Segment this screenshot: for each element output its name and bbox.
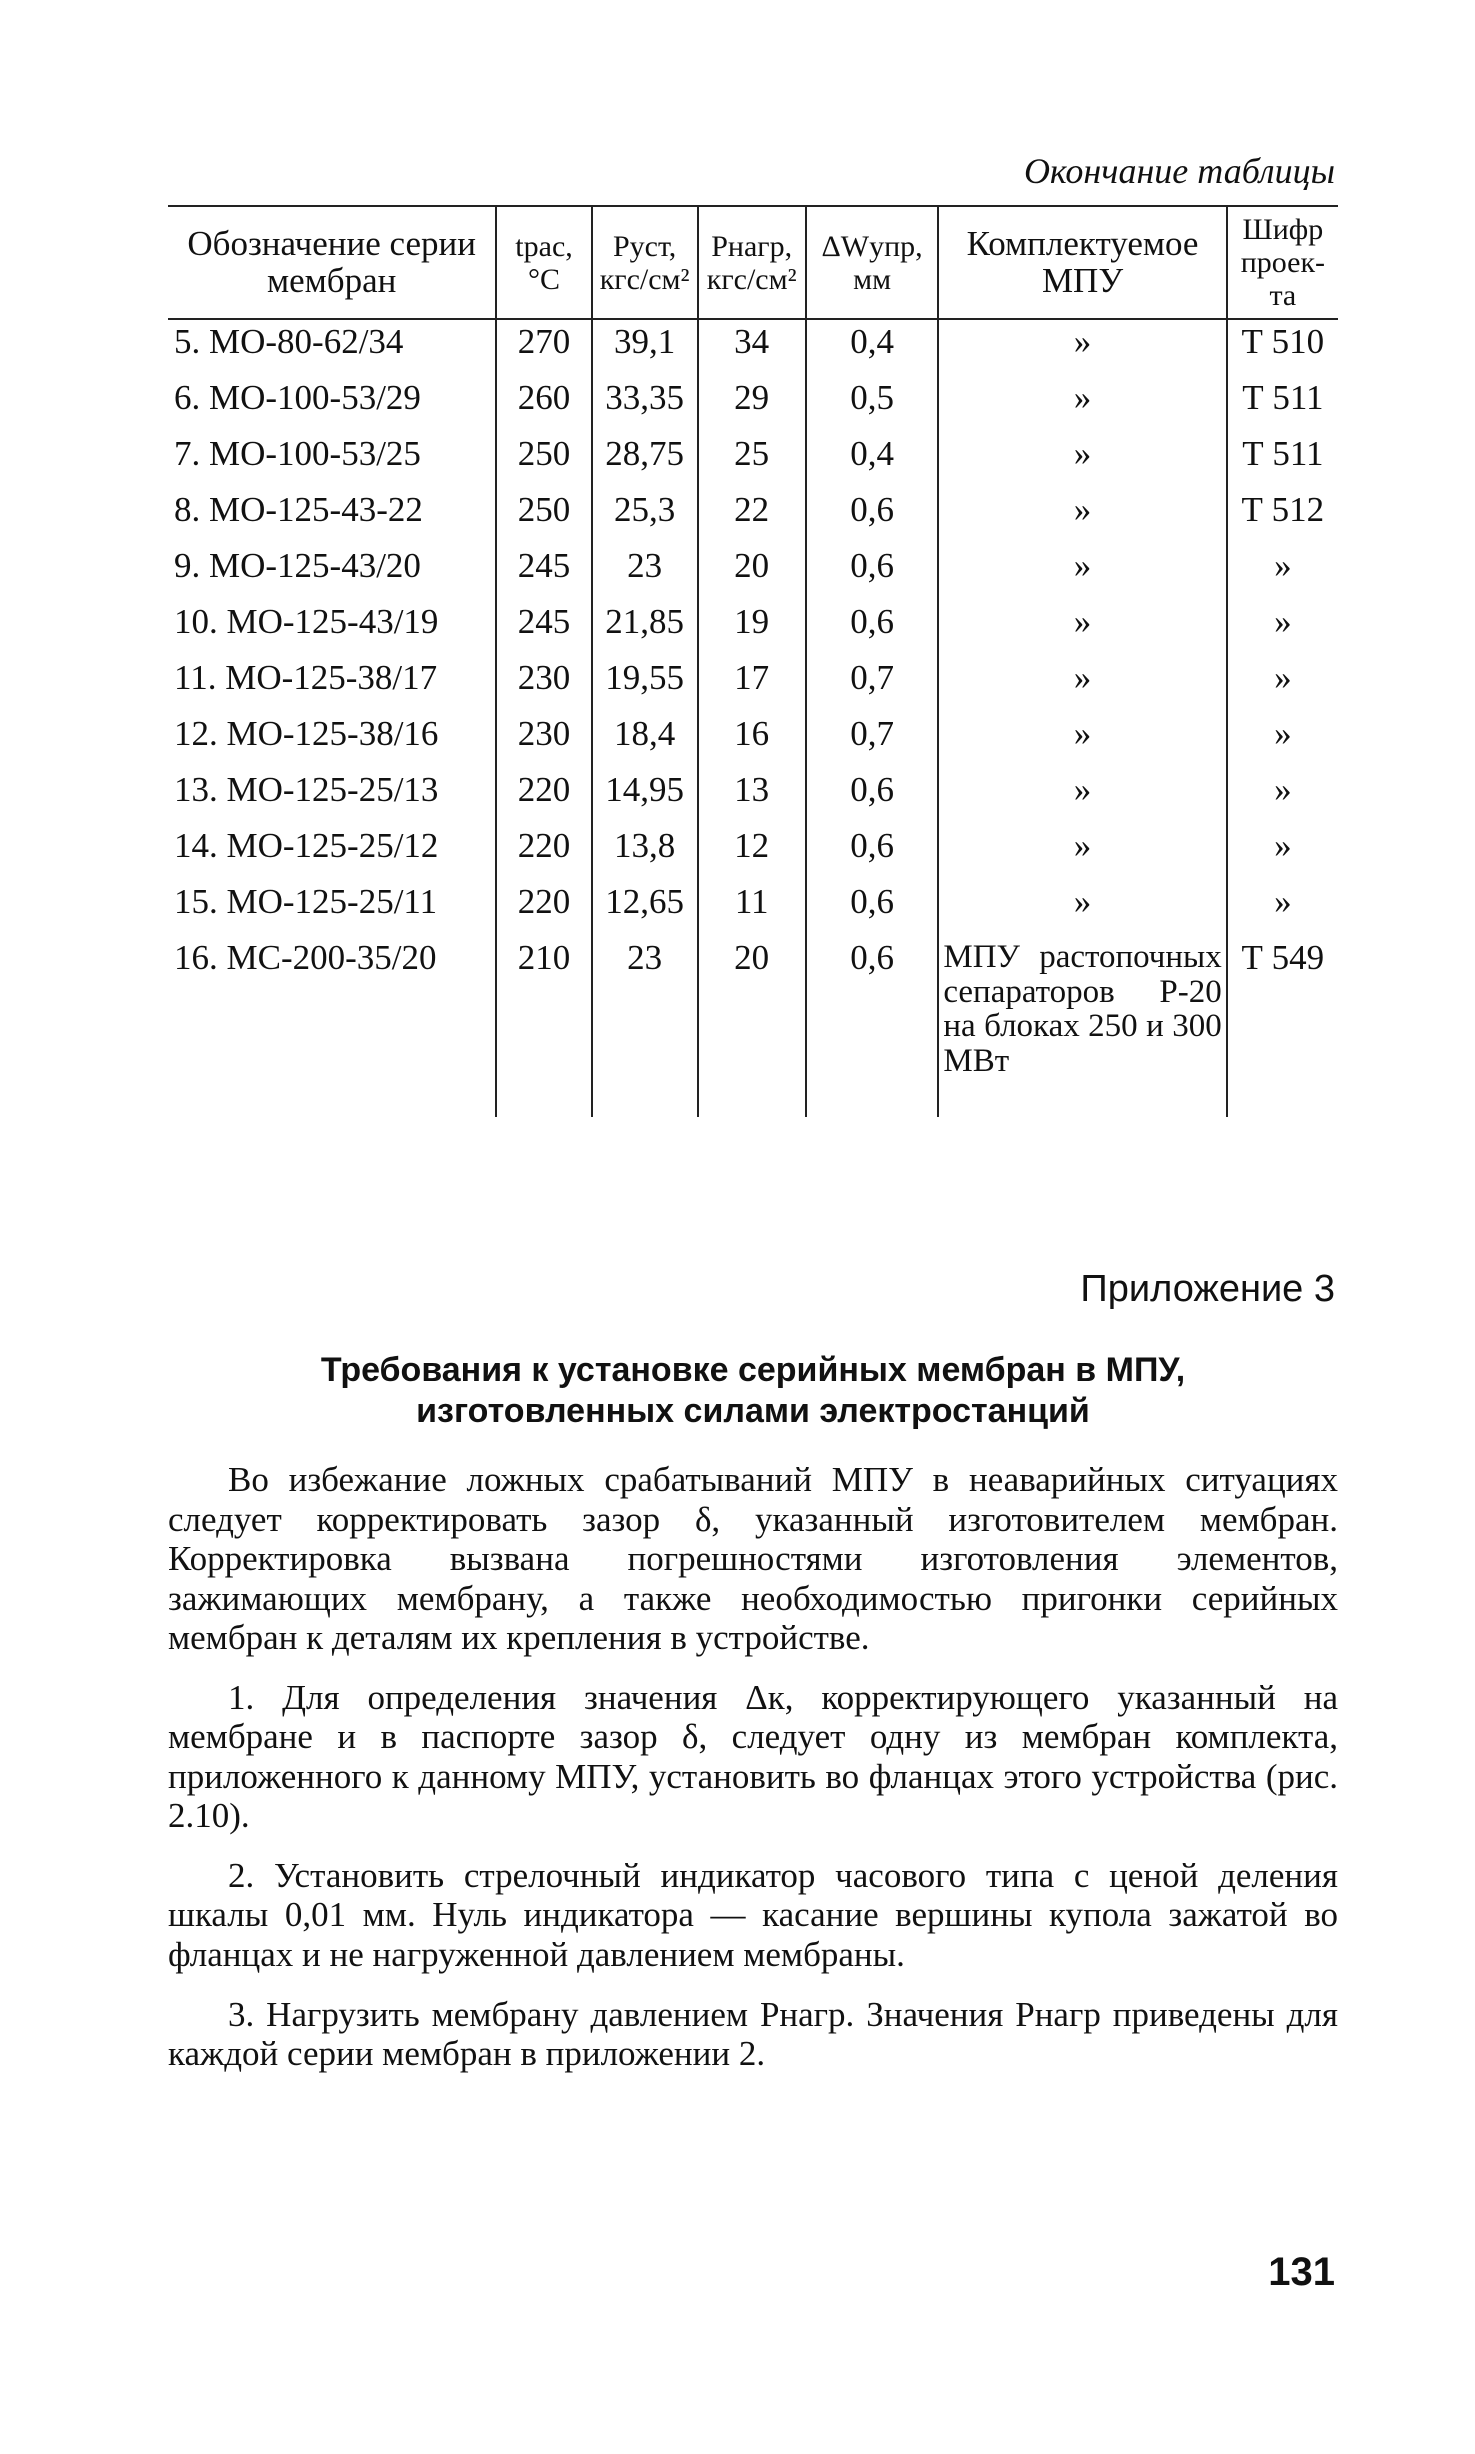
mpu-cell: » bbox=[938, 824, 1226, 880]
project-code-cell: Т 511 bbox=[1227, 376, 1338, 432]
p-set-cell: 23 bbox=[592, 936, 698, 1117]
delta-w-cell: 0,7 bbox=[806, 712, 939, 768]
mpu-cell: » bbox=[938, 600, 1226, 656]
step-3-paragraph: 3. Нагрузить мембрану давлением Рнагр. Значения Рнагр приведены для каждой серии мембран в приложении 2. bbox=[168, 1994, 1338, 2074]
header-delta-w: ΔWупр, мм bbox=[806, 206, 939, 319]
header-p-load: Pнагр, кгс/см² bbox=[698, 206, 806, 319]
p-load-cell: 11 bbox=[698, 880, 806, 936]
mpu-cell: » bbox=[938, 880, 1226, 936]
table-continuation-caption: Окончание таблицы bbox=[1023, 151, 1335, 191]
project-code-cell: » bbox=[1227, 656, 1338, 712]
temperature-cell: 220 bbox=[496, 768, 591, 824]
temperature-cell: 230 bbox=[496, 712, 591, 768]
p-set-cell: 13,8 bbox=[592, 824, 698, 880]
delta-w-cell: 0,5 bbox=[806, 376, 939, 432]
requirements-title-line-1: Требования к установке серийных мембран в МПУ, bbox=[320, 1351, 1186, 1389]
table-row bbox=[168, 319, 1338, 376]
designation-cell: 13. МО-125-25/13 bbox=[174, 770, 439, 809]
delta-w-cell: 0,6 bbox=[806, 768, 939, 824]
p-set-cell: 19,55 bbox=[592, 656, 698, 712]
project-code-cell: Т 511 bbox=[1227, 432, 1338, 488]
p-load-cell: 22 bbox=[698, 488, 806, 544]
p-load-cell: 20 bbox=[698, 544, 806, 600]
table-row bbox=[168, 376, 1338, 432]
temperature-cell: 245 bbox=[496, 600, 591, 656]
delta-w-cell: 0,6 bbox=[806, 488, 939, 544]
designation-cell: 15. МО-125-25/11 bbox=[174, 882, 438, 921]
p-load-cell: 17 bbox=[698, 656, 806, 712]
p-load-cell: 12 bbox=[698, 824, 806, 880]
step-1-paragraph: 1. Для определения значения Δк, корректирующего указанный на мембране и в паспорте зазор δ, следует одну из мембран комплекта, приложенного к данному МПУ, установить во фланцах этого устройства (рис. 2.10). bbox=[168, 1677, 1338, 1836]
delta-w-cell: 0,7 bbox=[806, 656, 939, 712]
designation-cell: 10. МО-125-43/19 bbox=[174, 602, 439, 641]
project-code-cell: » bbox=[1227, 600, 1338, 656]
p-set-cell: 12,65 bbox=[592, 880, 698, 936]
p-set-cell: 14,95 bbox=[592, 768, 698, 824]
designation-cell: 16. МС-200-35/20 bbox=[174, 938, 437, 977]
header-mpu: Комплектуемое МПУ bbox=[938, 206, 1226, 319]
temperature-cell: 260 bbox=[496, 376, 591, 432]
table-header-row bbox=[168, 206, 1338, 319]
delta-w-cell: 0,4 bbox=[806, 432, 939, 488]
table-row bbox=[168, 544, 1338, 600]
temperature-cell: 230 bbox=[496, 656, 591, 712]
designation-cell: 7. МО-100-53/25 bbox=[174, 434, 421, 473]
temperature-cell: 270 bbox=[496, 319, 591, 376]
requirements-title-line-2: изготовленных силами электростанций bbox=[416, 1391, 1090, 1430]
p-set-cell: 23 bbox=[592, 544, 698, 600]
intro-paragraph: Во избежание ложных срабатываний МПУ в неаварийных ситуациях следует корректировать зазор δ, указанный изготовителем мембран. Корректировка вызвана погрешностями изготовления элементов, зажимающих мембрану, а также необходимостью пригонки серийных мембран к деталям их крепления в устройстве. bbox=[168, 1460, 1338, 1658]
temperature-cell: 220 bbox=[496, 880, 591, 936]
p-set-cell: 39,1 bbox=[592, 319, 698, 376]
temperature-cell: 250 bbox=[496, 432, 591, 488]
designation-cell: 12. МО-125-38/16 bbox=[174, 714, 439, 753]
table-row bbox=[168, 824, 1338, 880]
designation-cell: 14. МО-125-25/12 bbox=[174, 826, 439, 865]
p-set-cell: 28,75 bbox=[592, 432, 698, 488]
table-row bbox=[168, 712, 1338, 768]
header-project-code: Шифр проек-та bbox=[1227, 206, 1338, 319]
mpu-cell: » bbox=[938, 319, 1226, 376]
project-code-cell: Т 510 bbox=[1227, 319, 1338, 376]
delta-w-cell: 0,6 bbox=[806, 880, 939, 936]
p-load-cell: 16 bbox=[698, 712, 806, 768]
mpu-cell: » bbox=[938, 544, 1226, 600]
requirements-title bbox=[168, 1350, 1338, 1432]
mpu-cell: МПУ растопочных сепараторов Р-20 на блоках 250 и 300 МВт bbox=[938, 936, 1226, 1117]
p-set-cell: 33,35 bbox=[592, 376, 698, 432]
header-p-set: Pуст, кгс/см² bbox=[592, 206, 698, 319]
table-row bbox=[168, 936, 1338, 1117]
designation-cell: 8. МО-125-43-22 bbox=[174, 490, 423, 529]
project-code-cell: » bbox=[1227, 712, 1338, 768]
delta-w-cell: 0,6 bbox=[806, 544, 939, 600]
mpu-cell: » bbox=[938, 656, 1226, 712]
header-temperature: tрас, °C bbox=[496, 206, 591, 319]
mpu-cell: » bbox=[938, 376, 1226, 432]
page-number: 131 bbox=[1268, 2250, 1335, 2294]
p-load-cell: 34 bbox=[698, 319, 806, 376]
project-code-cell: » bbox=[1227, 880, 1338, 936]
temperature-cell: 210 bbox=[496, 936, 591, 1117]
delta-w-cell: 0,6 bbox=[806, 824, 939, 880]
mpu-cell: » bbox=[938, 488, 1226, 544]
temperature-cell: 220 bbox=[496, 824, 591, 880]
body-text bbox=[168, 1460, 1338, 2094]
step-2-paragraph: 2. Установить стрелочный индикатор часового типа с ценой деления шкалы 0,01 мм. Нуль индикатора — касание вершины купола зажатой во фланцах и не нагруженной давлением мембраны. bbox=[168, 1855, 1338, 1975]
mpu-cell: » bbox=[938, 432, 1226, 488]
header-designation: Обозначение серии мембран bbox=[168, 206, 496, 319]
table-row bbox=[168, 432, 1338, 488]
p-set-cell: 18,4 bbox=[592, 712, 698, 768]
appendix-label: Приложение 3 bbox=[1080, 1268, 1335, 1310]
temperature-cell: 245 bbox=[496, 544, 591, 600]
project-code-cell: » bbox=[1227, 544, 1338, 600]
p-load-cell: 20 bbox=[698, 936, 806, 1117]
temperature-cell: 250 bbox=[496, 488, 591, 544]
table-row bbox=[168, 488, 1338, 544]
delta-w-cell: 0,6 bbox=[806, 600, 939, 656]
designation-cell: 6. МО-100-53/29 bbox=[174, 378, 421, 417]
p-load-cell: 19 bbox=[698, 600, 806, 656]
table-row bbox=[168, 768, 1338, 824]
p-set-cell: 25,3 bbox=[592, 488, 698, 544]
designation-cell: 11. МО-125-38/17 bbox=[174, 658, 438, 697]
project-code-cell: Т 512 bbox=[1227, 488, 1338, 544]
designation-cell: 5. МО-80-62/34 bbox=[174, 322, 404, 361]
project-code-cell: Т 549 bbox=[1227, 936, 1338, 1117]
delta-w-cell: 0,4 bbox=[806, 319, 939, 376]
project-code-cell: » bbox=[1227, 768, 1338, 824]
table-row bbox=[168, 656, 1338, 712]
membrane-table bbox=[168, 205, 1338, 1117]
mpu-cell: » bbox=[938, 712, 1226, 768]
table-row bbox=[168, 600, 1338, 656]
designation-cell: 9. МО-125-43/20 bbox=[174, 546, 421, 585]
p-load-cell: 13 bbox=[698, 768, 806, 824]
table-row bbox=[168, 880, 1338, 936]
mpu-cell: » bbox=[938, 768, 1226, 824]
table-body bbox=[168, 319, 1338, 1117]
p-set-cell: 21,85 bbox=[592, 600, 698, 656]
delta-w-cell: 0,6 bbox=[806, 936, 939, 1117]
p-load-cell: 29 bbox=[698, 376, 806, 432]
project-code-cell: » bbox=[1227, 824, 1338, 880]
p-load-cell: 25 bbox=[698, 432, 806, 488]
